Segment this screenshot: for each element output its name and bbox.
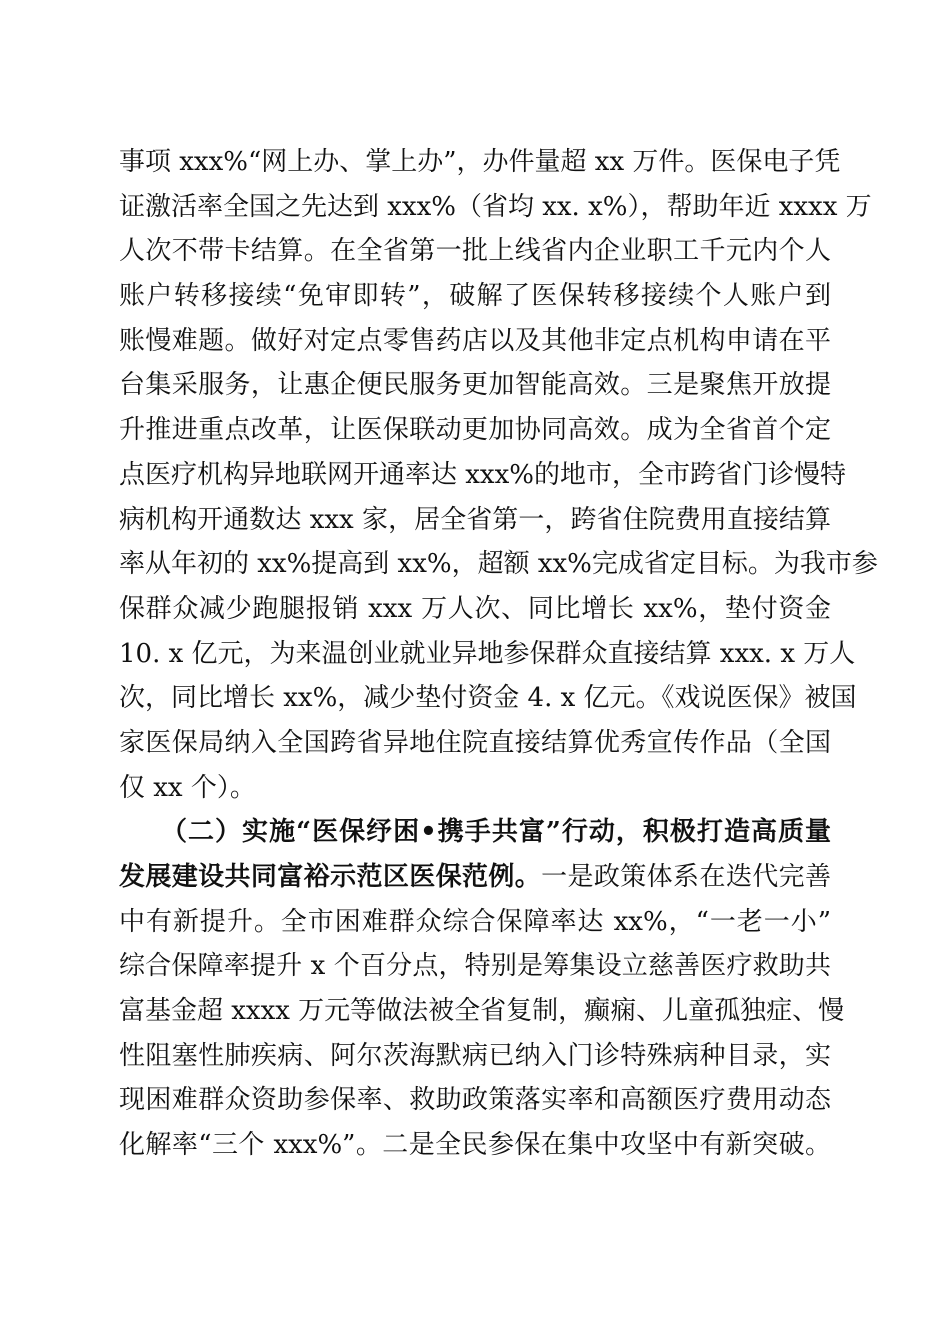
- paragraph-line: 台集采服务，让惠企便民服务更加智能高效。三是聚焦开放提: [119, 370, 831, 401]
- paragraph-line: 账户转移接续“免审即转”，破解了医保转移接续个人账户到: [119, 281, 831, 312]
- paragraph-line: 率从年初的 xx%提高到 xx%，超额 xx%完成省定目标。为我市参: [119, 549, 878, 580]
- paragraph-line: 中有新提升。全市困难群众综合保障率达 xx%，“一老一小”: [119, 906, 831, 937]
- paragraph-line: 化解率“三个 xxx%”。二是全民参保在集中攻坚中有新突破。: [119, 1130, 831, 1161]
- paragraph-line: 家医保局纳入全国跨省异地住院直接结算优秀宣传作品（全国: [119, 727, 831, 758]
- section-heading-continued: 发展建设共同富裕示范区医保范例。: [119, 862, 542, 892]
- paragraph-line: 仅 xx 个）。: [119, 772, 256, 803]
- paragraph-line: 证激活率全国之先达到 xxx%（省均 xx. x%），帮助年近 xxxx 万: [119, 191, 872, 222]
- section-heading: （二）实施“医保纾困•携手共富”行动，积极打造高质量: [161, 817, 831, 848]
- paragraph-text: 一是政策体系在迭代完善: [541, 862, 831, 892]
- paragraph-line: 病机构开通数达 xxx 家，居全省第一，跨省住院费用直接结算: [119, 504, 831, 535]
- paragraph-line: 次，同比增长 xx%，减少垫付资金 4. x 亿元。《戏说医保》被国: [119, 683, 857, 714]
- paragraph-line: 性阻塞性肺疾病、阿尔茨海默病已纳入门诊特殊病种目录，实: [119, 1040, 831, 1071]
- paragraph-line: 10. x 亿元，为来温创业就业异地参保群众直接结算 xxx. x 万人: [119, 638, 856, 669]
- paragraph-line: 升推进重点改革，让医保联动更加协同高效。成为全省首个定: [119, 415, 831, 446]
- paragraph-line: 事项 xxx%“网上办、掌上办”，办件量超 xx 万件。医保电子凭: [119, 147, 841, 177]
- paragraph-line: 现困难群众资助参保率、救助政策落实率和高额医疗费用动态: [119, 1085, 831, 1116]
- paragraph-line: 人次不带卡结算。在全省第一批上线省内企业职工千元内个人: [119, 236, 831, 267]
- paragraph-line: [119, 855, 831, 900]
- paragraph-2: [119, 810, 845, 1168]
- paragraph-1: [119, 140, 878, 810]
- paragraph-line: 富基金超 xxxx 万元等做法被全省复制，癫痫、儿童孤独症、慢: [119, 996, 845, 1027]
- paragraph-line: 保群众减少跑腿报销 xxx 万人次、同比增长 xx%，垫付资金: [119, 593, 831, 624]
- paragraph-line: 账慢难题。做好对定点零售药店以及其他非定点机构申请在平: [119, 325, 831, 356]
- paragraph-line: 综合保障率提升 x 个百分点，特别是筹集设立慈善医疗救助共: [119, 951, 831, 982]
- document-body: [119, 140, 878, 1168]
- paragraph-line: 点医疗机构异地联网开通率达 xxx%的地市，全市跨省门诊慢特: [119, 459, 846, 490]
